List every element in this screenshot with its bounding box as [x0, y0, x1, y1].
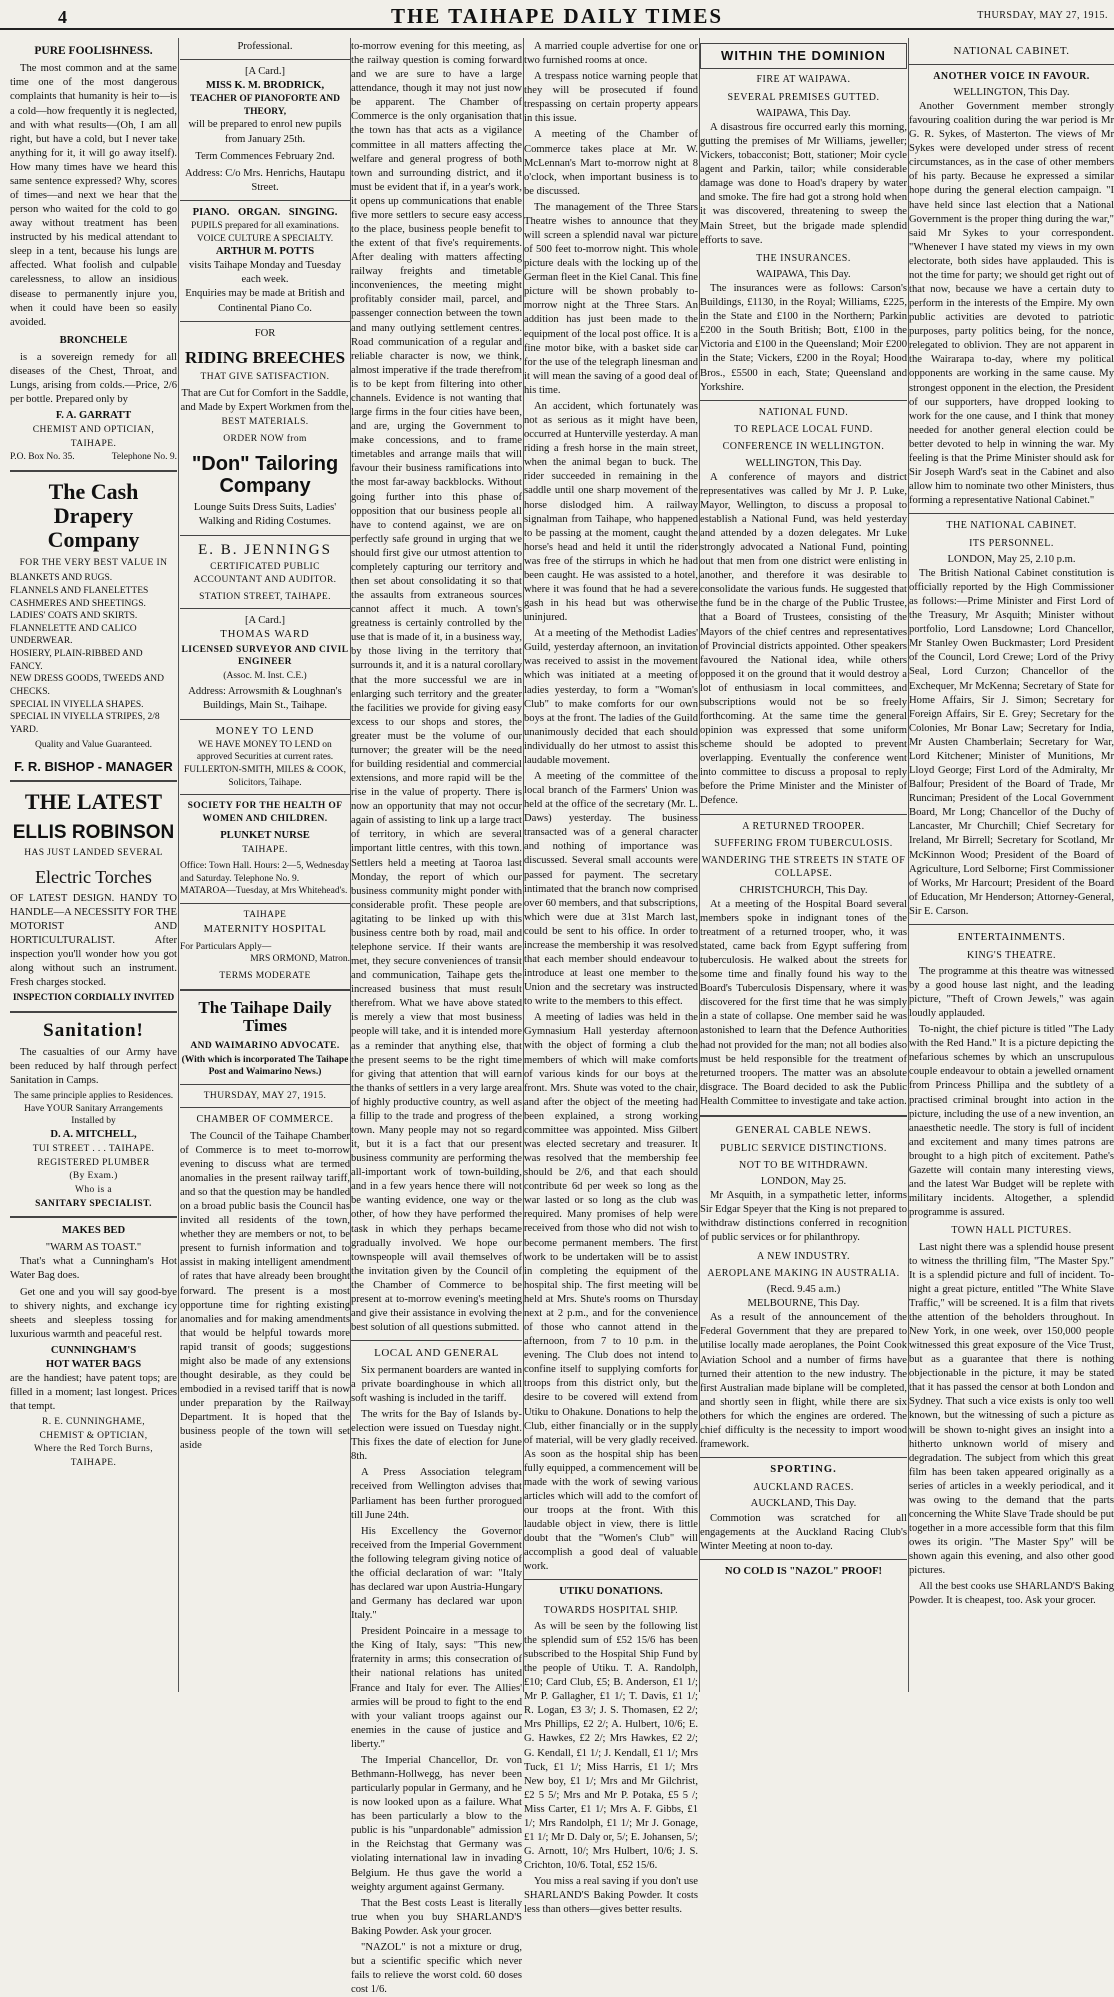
brodrick-term: Term Commences February 2nd.	[195, 150, 335, 162]
column-4	[524, 40, 698, 1916]
news-item: The Imperial Chancellor, Dr. von Bethmann-Hollwegg, has never been particularly popular in Germany, and he is now looked upon as a failure. What has been particularly a blow to the public is his "unpardonable" admission in the Reichstag that Germany was violating international law in invading Belgium. He thus gave the world a weighty argument against Germany.	[351, 1754, 522, 1893]
list-item: SPECIAL IN VIYELLA SHAPES.	[10, 699, 144, 710]
divider	[700, 814, 907, 815]
ad-bed-body: That's what a Cunningham's Hot Water Bag does.	[10, 1256, 177, 1282]
ad-bronchele-product: BRONCHELE	[59, 334, 128, 346]
divider	[909, 924, 1114, 925]
ad-garratt-role: CHEMIST AND OPTICIAN,	[32, 425, 155, 436]
money-body: WE HAVE MONEY TO LEND on approved Securities at current rates.	[196, 739, 334, 763]
ad-cunningham-seller: R. E. CUNNINGHAME,	[42, 1417, 145, 1428]
national-cabinet-sub: ANOTHER VOICE IN FAVOUR.	[933, 70, 1090, 82]
ad-mitchell-exam: (By Exam.)	[69, 1171, 118, 1182]
music-voice: VOICE CULTURE A SPECIALTY.	[196, 233, 334, 244]
ad-cunningham-role: CHEMIST & OPTICIAN,	[39, 1430, 148, 1441]
divider	[351, 1340, 522, 1341]
cable-news-body: Mr Asquith, in a sympathetic letter, informs Sir Edgar Speyer that the King is not prepared to withdraw distinctions conferred in recognition of public services or for philanthropy.	[700, 1190, 907, 1244]
divider	[700, 1115, 907, 1117]
news-item: "NAZOL" is not a mixture or drug, but a scientific specific which never fails to relieve the worst cold. 60 doses cost 1/6.	[351, 1941, 522, 1996]
card-label: [A Card.]	[244, 66, 285, 78]
ad-bed-body: Get one and you will say good-bye to shivery nights, and exchange icy sheets and sleepless tossing for luxurious warmth and peaceful rest.	[10, 1286, 177, 1340]
ad-sanitation-body: The casualties of our Army have been reduced by half through perfect Sanitation in Camps.	[10, 1046, 177, 1087]
ad-torches-product: Electric Torches	[35, 867, 152, 888]
utiku-body: As will be seen by the following list the splendid sum of £52 15/6 has been subscribed to the Hospital Ship Fund by the people of Utiku. T. A. Randolph, £10; Card Club, £5; B. Anderson, £1 1/; Mr P. Gallagher, £1 1/; T. Davis, £1 1/; R. Logan, £3 3/; J. S. Thomasen, £2 2/; Mrs Phillips, £2 2/; A. Hulbert, 10/6; E. G. Hawkes, £2 2/; Mrs Hawkes, £2 2/; G. Kendall, £1 1/; J. Kendall, £1 1/; Mrs Tuck, £1 1/; Miss Harris, £1 1/; Mrs New boy, £1 1/; Mrs and Mr Gilchrist, £2 5 5/; Mrs and Mr P. Potaka, £5 5 /; Miss Carter, £1 1/; Mrs A. F. Gibbs, £1 1/; Mrs Randolph, £1 1/; Mr J. Gonage, £1 1/; Mr D. Daly or, 5/; E. Johansen, 5/; G. Arnott, 10/; Mrs Hulbert, 10/6; J. S. Crichton, 10/6. Total, £52 15/6.	[524, 1620, 698, 1872]
industry-body: As a result of the announcement of the Federal Government that they are prepared to utilise locally made aeroplanes, the Point Cook Aviation School and a number of firms have turned their attention to the new industry. The first Australian made biplane will be completed, and shortly seen in flight, while there are six others for which the engines are ordered. The chief difficulty is the necessity to import wood framework.	[700, 1312, 907, 1451]
maternity-terms: TERMS MODERATE	[219, 970, 311, 981]
ad-latest-title: THE LATEST	[24, 789, 163, 815]
utiku-heading: UTIKU DONATIONS.	[559, 1586, 663, 1598]
divider	[524, 1579, 698, 1580]
ad-garratt-contact	[10, 451, 177, 464]
news-item: That the Best costs Least is literally true when you buy SHARLAND'S Baking Powder. Ask your grocer.	[351, 1897, 522, 1937]
jennings-title: CERTIFICATED PUBLIC ACCOUNTANT AND AUDITOR.	[193, 562, 337, 586]
cabinet-personnel-sub: ITS PERSONNEL.	[969, 537, 1054, 549]
cable-news-sub: NOT TO BE WITHDRAWN.	[738, 1159, 868, 1171]
list-item: NEW DRESS GOODS, TWEEDS AND CHECKS.	[10, 674, 165, 697]
news-item: At a meeting of the Methodist Ladies' Guild, yesterday afternoon, an invitation was received to assist in the movement which was initiated at a meeting of ladies yesterday, to form a "Woman's Club" to make comforts for our own boys at the front. The ladies of the Guild unanimously decided that each should individually do her utmost to assist this laudable movement.	[524, 628, 698, 766]
breeches-order: ORDER NOW from	[223, 433, 307, 444]
paper-title: The Taihape Daily Times	[198, 997, 332, 1036]
divider	[909, 513, 1114, 514]
card-label: [A Card.]	[244, 615, 285, 627]
paper-sub: AND WAIMARINO ADVOCATE.	[190, 1040, 340, 1051]
sporting-heading: SPORTING.	[770, 1464, 837, 1476]
theatre-body: The programme at this theatre was witnessed by a good house last night, and the leading picture, "Theft of Crown Jewels," was again loudly applauded.	[909, 965, 1114, 1020]
news-item: A trespass notice warning people that they will be prosecuted if found trespassing on certain property appears in this issue.	[524, 71, 698, 125]
issue-date: THURSDAY, MAY 27, 1915.	[977, 10, 1108, 21]
divider	[180, 903, 350, 904]
professional-heading: Professional.	[237, 41, 293, 52]
masthead	[0, 0, 1114, 30]
plunket-town: TAIHAPE.	[242, 845, 288, 856]
ad-cash-drapery-quality: Quality and Value Guaranteed.	[35, 740, 152, 751]
sporting-sub: AUCKLAND RACES.	[753, 1482, 854, 1494]
cable-news-sub: PUBLIC SERVICE DISTINCTIONS.	[720, 1142, 887, 1154]
ad-cunningham-name: CUNNINGHAM'S	[50, 1344, 137, 1356]
potts-name: ARTHUR M. POTTS	[215, 246, 315, 258]
divider	[909, 64, 1114, 65]
ad-cunningham-product: HOT WATER BAGS	[45, 1358, 142, 1370]
sporting-body: Commotion was scratched for all engagements at the Auckland Racing Club's Winter Meeting at noon to-day.	[700, 1512, 907, 1552]
list-item: HOSIERY, PLAIN-RIBBED AND FANCY.	[10, 649, 143, 672]
divider	[180, 1107, 350, 1108]
utiku-sub: TOWARDS HOSPITAL SHIP.	[543, 1604, 679, 1616]
divider	[180, 200, 350, 201]
telephone: Telephone No. 9.	[111, 452, 177, 463]
plunket-society: SOCIETY FOR THE HEALTH OF WOMEN AND CHILDREN.	[187, 801, 343, 824]
news-item: A married couple advertise for one or two furnished rooms at once.	[524, 41, 698, 67]
divider	[10, 1011, 177, 1013]
national-fund-heading: NATIONAL FUND.	[758, 406, 849, 418]
divider	[180, 719, 350, 720]
divider	[180, 989, 350, 991]
divider	[180, 535, 350, 536]
ad-garratt-town: TAIHAPE.	[70, 438, 117, 449]
ad-mitchell-name: D. A. MITCHELL,	[50, 1129, 137, 1141]
ad-ellis-robinson-line: HAS JUST LANDED SEVERAL	[24, 848, 163, 859]
divider	[10, 780, 177, 782]
commerce-heading: CHAMBER OF COMMERCE.	[196, 1114, 334, 1126]
sporting-dateline: AUCKLAND, This Day.	[750, 1498, 857, 1510]
industry-heading: A NEW INDUSTRY.	[757, 1250, 850, 1262]
ad-mitchell-reg: REGISTERED PLUMBER	[37, 1157, 150, 1168]
money-role: Solicitors, Taihape.	[228, 777, 302, 788]
maternity-town: TAIHAPE	[243, 909, 287, 920]
news-item: The writs for the Bay of Islands by-election were issued on Tuesday night. This fixes the date of election for June 8th.	[351, 1409, 522, 1463]
column-6	[909, 40, 1114, 1690]
breeches-for: FOR	[254, 327, 276, 339]
divider	[700, 400, 907, 401]
trooper-dateline: CHRISTCHURCH, This Day.	[739, 884, 868, 896]
paper-incorp: (With which is incorporated The Taihape Post and Waimarino News.)	[181, 1054, 349, 1078]
ad-sanitation-principle: The same principle applies to Residences.	[13, 1091, 174, 1102]
divider	[700, 1559, 907, 1560]
ad-cash-drapery-manager: F. R. BISHOP - MANAGER	[14, 759, 173, 775]
plunket-office: Office: Town Hall. Hours: 2—5, Wednesday and Saturday. Telephone No. 9.	[180, 861, 350, 884]
dominion-heading-box	[700, 43, 907, 69]
news-item: The management of the Three Stars Theatre wishes to announce that they will screen a splendid naval war picture of 500 feet to-morrow night. This whole picture deals with the locking up of the German fleet in the Kiel Canal. This fine picture will be shown probably to-morrow night at the Three Stars. An addition has just been made to the equipment of the local post office. It is a fine motor bike, with a basket side car for the use of the telegraph linesman and it will mean the saving of a good deal of his time.	[524, 201, 698, 396]
ad-bed-title: MAKES BED	[61, 1225, 126, 1237]
potts-enquiries: Enquiries may be made at British and Continental Piano Co.	[185, 288, 345, 314]
industry-dateline: MELBOURNE, This Day.	[747, 1298, 860, 1310]
list-item: FLANNELETTE AND CALICO UNDERWEAR.	[10, 623, 137, 647]
editorial-body: to-morrow evening for this meeting, as the railway question is coming forward and we are sure to have a large attendance, though it may not just now be apparent. The Chamber of Commerce is the only organisation that the town has that acts as a vigilance committee in all matters affecting the welfare and general progress of both town and surrounding district, and it must be evident that if, in a year's work, it opens up communications that enable five more settlers to secure easy access to the place, business people benefit to the extent of that five's requirements. After dealing with matters affecting railway freights and timetable inconveniences, the meeting might profitably consider mail, parcel, and passenger connection between the town and many outlying settlement centres. Road communication of a regular and reliable character is now, we think, almost imperative if the trade therefrom is to be kept from filtering into other channels. Evidence is not wanting that large firms in the four cities have been, and are, urging the Government to make concessions, and to frame timetables and arrange mails that will favour their business ramifications into the most far-away backblocks. Without going further into this phase of opposition that our business people all have to contend against, we are on perfectly safe ground in urging that we should first give our utmost attention to completely capturing our territory and then set about consolidating it so that the assaults from extraneous sources cannot affect it much. A town's greatness is certainly controlled by the use that is made of it, in a business way, by those living in the territory that surrounds it, and it is a natural corollary that the more successful we are in enlarging such territory and the greater the facilities we provide for giving easy excess to our shops and stores, the greater must be the volume of our turnover; the greater will be the need for building residential and commercial extensions, and more rapid will be the rise in the value of property. There is now an opportunity that may not occur again of assisting to link up a large tract of territory, in which are several important little centres, with this town. Settlers held a meeting at Taoroa last Monday, the report of which our business community might ponder with considerable profit. These people are agitating to be linked up with this business centre both by road, mail and telephone service. If their wants are met, they secure conveniences of transit and communication, Taihape gets the increased business that must result therefrom. What we have above stated is merely a view that most business people will take, and it is intended more as a reminder that anything else, that the present seems to be the right time for giving that attention that will earn the thanks of settlers in a very large area of highly productive country, as well as a fillip to the trade and progress of the town. Many people may not so regard it, but it is a fact that our present business community are performing the all-important work of town-building, and in a few years hence there will not be wanting evidence, one way or the other, of how they have performed the task in which they perhaps became gradually involved. We hope our townspeople will avail themselves of the invitation given by the Council of the Chamber of Commerce to be present at to-morrow evening's meeting and give their assistance in evolving the best solution of all questions submitted.	[351, 41, 522, 1334]
ward-title: LICENSED SURVEYOR AND CIVIL ENGINEER	[181, 644, 349, 668]
trooper-sub: WANDERING THE STREETS IN STATE OF COLLAPSE.	[701, 855, 906, 880]
jennings-name: E. B. JENNINGS	[198, 541, 332, 558]
maternity-title: MATERNITY HOSPITAL	[203, 923, 327, 935]
ad-bed-sub: "WARM AS TOAST."	[45, 1242, 142, 1254]
ad-sanitation-installed: Have YOUR Sanitary Arrangements Installed by	[24, 1103, 163, 1127]
divider	[180, 794, 350, 795]
cable-news-dateline: LONDON, May 25.	[760, 1176, 847, 1188]
national-fund-sub: TO REPLACE LOCAL FUND.	[734, 423, 873, 435]
news-item: A Press Association telegram received from Wellington advises that Parliament has been further prorogued till June 24th.	[351, 1467, 522, 1521]
column-5	[700, 40, 907, 1690]
brodrick-name: MISS K. M. BRODRICK,	[205, 80, 325, 92]
national-cabinet-heading: NATIONAL CABINET.	[953, 45, 1070, 57]
news-item: President Poincaire in a message to the King of Italy, says: "This new fraternity in arms; this consecration of their national relations has united France and Italy for ever. The Allies' armies will be proud to fight to the end with your valiant troops against our enemies in the cause of justice and liberty."	[351, 1626, 522, 1750]
sharland-ad: All the best cooks use SHARLAND'S Baking Powder. It is cheapest, too. Ask your grocer.	[909, 1581, 1114, 1607]
divider	[10, 470, 177, 472]
column-1	[10, 40, 177, 1690]
ad-mitchell-who: Who is a	[75, 1184, 112, 1195]
newspaper-title: THE TAIHAPE DAILY TIMES	[390, 4, 724, 28]
brodrick-body: will be prepared to enrol new pupils from January 25th.	[188, 119, 342, 145]
column-rule	[178, 38, 179, 1692]
sharland-ad: You miss a real saving if you don't use SHARLAND'S Baking Powder. It costs less than others—gives better results.	[524, 1876, 698, 1916]
news-item: Six permanent boarders are wanted in a private boardinghouse in which all soft washing is included in the tariff.	[351, 1364, 522, 1404]
column-3	[351, 40, 522, 1996]
town-hall-heading: TOWN HALL PICTURES.	[951, 1225, 1072, 1237]
divider	[180, 1084, 350, 1085]
ad-sanitation-title: Sanitation!	[43, 1020, 144, 1042]
list-item: CASHMERES AND SHEETINGS.	[10, 598, 146, 609]
news-item: An accident, which fortunately was not as serious as it might have been, occurred at Hunterville yesterday. A man riding a fresh horse in the main street, when the animal began to buck. The rider succeeded in remaining in the saddle until one sharp movement of the horse dislodged him. A railway signalman from Taihape, who happened to be passing at the moment, caught the horse's head and held it until the rider was free of the stirrups in which he had been caught. He was assisted to a hotel, where it was found that he had a severe gash in his head but was otherwise uninjured.	[524, 400, 698, 624]
dominion-heading: WITHIN THE DOMINION	[721, 48, 886, 63]
money-firm: FULLERTON-SMITH, MILES & COOK,	[183, 764, 347, 775]
divider	[180, 321, 350, 322]
ad-ellis-robinson-name: ELLIS ROBINSON	[12, 821, 175, 843]
local-general-heading: LOCAL AND GENERAL	[374, 1347, 499, 1360]
don-tailoring-title: "Don" Tailoring Company	[191, 453, 339, 498]
po-box: P.O. Box No. 35.	[10, 452, 75, 463]
town-hall-body: Last night there was a splendid house present to witness the thrilling film, "The Master Spy." It is a splendid picture and full of incident. To-night a great picture, entitled "The White Slave Traffic," will be screened. It is a film that rivets the attention of the beholders throughout. In New York, in one week, over 150,000 people witnessed this great exposure of the Vice Trust, but as a guarantee that there is nothing objectionable in the picture, it may be stated that it has passed the censor at both London and Sydney. That such a vice exists is only too well known, but the witnessing of such a picture as will be shown to-night gives an insight into a hitherto unknown world of misery and degradation. The subject from which this great film has been taken appeared originally as a series of articles in a weekly periodical, and it was owing to the demand that the parts concerning the White Slave Trade should be put together in a more accessible form that this film owes its origin. "The Master Spy" will be shown again this evening, and also other good pictures.	[909, 1241, 1114, 1577]
fire-heading: FIRE AT WAIPAWA.	[756, 74, 851, 86]
ad-mitchell-spec: SANITARY SPECIALIST.	[35, 1198, 152, 1209]
trooper-sub: SUFFERING FROM TUBERCULOSIS.	[714, 837, 893, 849]
divider	[180, 608, 350, 609]
ad-cash-drapery-tag: FOR THE VERY BEST VALUE IN	[19, 557, 168, 568]
breeches-materials: BEST MATERIALS.	[221, 417, 309, 428]
insurance-dateline: WAIPAWA, This Day.	[756, 268, 851, 280]
trooper-heading: A RETURNED TROOPER.	[742, 820, 865, 832]
cabinet-personnel-heading: THE NATIONAL CABINET.	[946, 520, 1077, 532]
theatre-heading: KING'S THEATRE.	[966, 949, 1057, 961]
insurance-heading: THE INSURANCES.	[756, 252, 851, 264]
breeches-title: RIDING BREECHES	[184, 347, 346, 367]
insurance-body: The insurances were as follows: Carson's Buildings, £1130, in the Royal; Williams, £225, in the State and £100 in the Northern; Parkin £200 in the South British; Bott, £100 in the Victoria and £100 in the Queensland; Moir £200 in the State; Vickers, £200 in the Royal; Hood Bros., £5500 in each, State; Queensland and Yorkshire.	[700, 283, 907, 393]
music-pupils: PUPILS prepared for all examinations.	[190, 220, 339, 231]
ad-mitchell-street: TUI STREET . . . TAIHAPE.	[32, 1144, 155, 1155]
national-cabinet-dateline: WELLINGTON, This Day.	[953, 86, 1070, 98]
news-item: A meeting of the committee of the local branch of the Farmers' Union was held at the office of the secretary (Mr. L. Daws) yesterday. The business transacted was of a general character and nothing of importance was discussed. Several small accounts were passed for payment. The secretary intimated that the branch now comprised over 60 members, and that subscriptions, which were due at 31st March last, could be sent to his office. In order to increase the membership it was resolved that each member should endeavour to introduce at least one member to the Union and the secretary was instructed to write to the members to this effect.	[524, 770, 698, 1008]
ad-cunningham-town: TAIHAPE.	[70, 1458, 117, 1469]
cable-news-heading: GENERAL CABLE NEWS.	[735, 1123, 872, 1136]
national-fund-dateline: WELLINGTON, This Day.	[745, 457, 862, 469]
theatre-body: To-night, the chief picture is titled "The Lady with the Red Hand." It is a picture depicting the nefarious schemes by which an unscrupulous couple endeavour to obtain a jewelled ornament from Princess Phillipa and the subtlety of a practised criminal brought into action in the picture, including the use of a new invention, an anaesthetic needle. The story is full of incident and excitement and many times patrons are brought to a high pitch of excitement. Pathe's Gazette will contain many interesting views, and the latest War Budget will be replete with military incidents. Altogether, a splendid programme is assured.	[909, 1024, 1114, 1219]
maternity-apply: For Particulars Apply—	[180, 941, 272, 952]
money-title: MONEY TO LEND	[215, 725, 315, 737]
national-fund-body: A conference of mayors and district representatives was called by Mr J. P. Luke, Mayor, Wellington, to discuss a proposal to establish a National Fund, was held yesterday and attended by a dozen delegates. Mr Luke strongly advocated a National Fund, pointing out that men from one district were enlisting in another, and therefore it was desirable to consolidate the various funds. He suggested that the fund be in the charge of the Public Trustee, that a Board of Trustees, consisting of the Mayors of the chief centres and representatives of Provincial districts appointed. Other speakers favoured the National idea, while others opposed it on the ground that it would destroy a lot of enthusiasm in local committees, and subscriptions would not be so freely forthcoming. At the same time the general opinion was expressed that some uniform scheme should be adopted to prevent overlapping. Eventually the conference went into committee to discuss a proposal to reply before the Prime Minister and the Minister of Defence.	[700, 471, 907, 807]
divider	[700, 1457, 907, 1458]
plunket-mataroa: MATAROA—Tuesday, at Mrs Whitehead's.	[180, 886, 348, 897]
fire-dateline: WAIPAWA, This Day.	[756, 107, 851, 119]
ward-address: Address: Arrowsmith & Loughnan's Buildings, Main St., Taihape.	[188, 686, 342, 712]
divider	[180, 59, 350, 60]
jennings-address: STATION STREET, TAIHAPE.	[199, 591, 331, 602]
paper-date: THURSDAY, MAY 27, 1915.	[203, 1090, 327, 1101]
ad-cash-drapery-title: The Cash Drapery Company	[47, 479, 140, 553]
ad-bronchele-body: is a sovereign remedy for all diseases of the Chest, Throat, and Lungs, arising from colds.—Price, 2/6 per bottle. Prepared only by	[10, 351, 177, 406]
don-tailoring-items: Lounge Suits Dress Suits, Ladies' Walking and Riding Costumes.	[193, 502, 337, 528]
ad-cash-drapery-list	[10, 572, 177, 736]
plunket-title: PLUNKET NURSE	[220, 830, 310, 842]
industry-received: (Recd. 9.45 a.m.)	[766, 1284, 841, 1296]
ad-garratt-name: F. A. GARRATT	[55, 410, 132, 422]
divider	[10, 1216, 177, 1218]
list-item: SPECIAL IN VIYELLA STRIPES, 2/8 YARD.	[10, 712, 160, 735]
brodrick-address: Address: C/o Mrs. Henrichs, Hautapu Street.	[184, 167, 346, 193]
ad-torches-body: OF LATEST DESIGN. HANDY TO HANDLE—A NECESSITY FOR THE MOTORIST AND HORTICULTURALIST. After inspection you'll wonder how you got along without such an instrument. Fresh charges stocked.	[10, 892, 177, 989]
trooper-body: At a meeting of the Hospital Board several members spoke in indignant tones of the treatment of a returned trooper, who, it was stated, came back from Egypt suffering from tuberculosis. He walked about the streets for some time and finally found his way to the Board's Tuberculosis Dispensary, where it was discovered for the first time that he was simply in a state of collapse. One member said he was astonished to learn that the Defence Authorities had not provided for the man; not all bodies also must be held responsible for the treatment of returned troopers. The matter was an absolute disgrace. The Board decided to ask the Public Health Committee to investigate and take action.	[700, 898, 907, 1107]
ward-assoc: (Assoc. M. Inst. C.E.)	[223, 670, 307, 681]
ad-foolishness-body: The most common and at the same time one of the most dangerous complaints that humanity is heir to—is a cold—how frequently it is neglected, and with what results—(Oh, I am all right, but have a cold, but I never take anything for it, it will go away itself). How many times have we heard this same sentence expressed? Why, scores of times—and next we hear that the person who waited for the cold to go away without treatment has been instructed by his medical attendant to sleep in a tent, because his lungs are affected. What foolish and culpable carelessness, to allow an insidious disease to permanently injure you, when it could have been so easily avoided.	[10, 63, 177, 328]
national-fund-sub: CONFERENCE IN WELLINGTON.	[722, 441, 885, 453]
entertainments-heading: ENTERTAINMENTS.	[957, 930, 1066, 943]
news-item: A meeting of the Chamber of Commerce takes place at Mr. W. McLennan's Mart to-morrow night at 8 o'clock, when important business is to be discussed.	[524, 129, 698, 197]
fire-body: A disastrous fire occurred early this morning, gutting the premises of Mr Williams, jeweller; Vickers, tobacconist; Bott, stationer; Moir cycle agent and Parkin, tailor; while considerable damage was done to Hoad's drapery by water and smoke. The fire had got a strong hold when it was discovered, threatening to sweep the Main Street, but the brigade made splendid efforts to save.	[700, 121, 907, 246]
ad-torches-invite: INSPECTION CORDIALLY INVITED	[12, 993, 175, 1004]
commerce-body: The Council of the Taihape Chamber of Commerce is to meet to-morrow evening to discuss what are termed anomalies in the present railway tariff, and so that the question may be handled on a broad public basis the Council has invited all residents of the town, whether they are members or not, to be present to furnish information and to assist in making intelligent amendment of rates that have already been brought forward. The present is a most opportune time for righting existing anomalies and for making amendments that would be helpful towards more rapid transit of goods; suggestions might also be made of any extensions thought desirable, as they could be embodied in a revised tariff that is now under preparation by the Railway Department. It is hoped that the business people of the town will set aside	[180, 1130, 350, 1452]
ad-foolishness-title: PURE FOOLISHNESS.	[34, 45, 153, 57]
industry-sub: AEROPLANE MAKING IN AUSTRALIA.	[707, 1267, 900, 1279]
ad-cunningham-body: are the handiest; have patent tops; are filled in a moment; last longest. Prices that tempt.	[10, 1373, 177, 1413]
cabinet-personnel-body: The British National Cabinet constitution is officially reported by the High Commissioner as follows:—Prime Minister and First Lord of the Treasury, Mr Asquith; Minister without portfolio, Lord Lansdowne; Lord Chancellor, Mr Stanley Owen Buckmaster; Lord President of the Council, Lord Crewe; Lord of the Privy Seal, Lord Curzon; Chancellor of the Exchequer, Mr McKenna; Secretary of State for Home Affairs, Sir J. Simon; Secretary for Foreign Affairs, Sir E. Grey; Secretary for the Colonies, Mr Bonar Law; Secretary for India, Mr Austen Chamberlain; Secretary for War, Lord Kitchener; Minister of Munitions, Mr Lloyd George; First Lord of the Admiralty, Mr Balfour; President of the Board of Trade, Mr Runciman; President of the Local Government Board, Mr Long; Chancellor of the Duchy of Lancaster, Mr Churchill; Chief Secretary for Ireland, Mr Birrell; Secretary for Scotland, Mr McKinnon Wood; President of the Board of Agriculture, Lord Selborne; First Commissioner of Works, Mr Harcourt; President of the Board of Education, Mr Henderson; Attorney-General, Sir E. Carson.	[909, 567, 1114, 917]
nazol-ad: NO COLD IS "NAZOL" PROOF!	[724, 1565, 883, 1577]
national-cabinet-body: Another Government member strongly favouring coalition during the war period is Mr G. R. Sykes, of Masterton. The views of Mr Sykes were developed under stress of recent circumstances, as in the case of other members of his party. Because he expressed a similar hope during the general election campaign. "I have held since last election that a National Government is the proper thing during the war," said Mr Sykes to your correspondent. "Whenever I have stated my views in my own electorate, both sides have applauded. This is not the time for party; we should get right out of that now, because we have a certain duty to perform in the interests of the Empire. My own public activities are devoted to patriotic purposes, party politics being, for the nonce, relegated to oblivion. They are not apparent in the Wairarapa to-day, where my political opponents are working in the same cause. My strongest opponent in the election, the President of our supporters, have dropped looking to work for the one cause, and I think that money needed for another general election could be better devoted to help in winning the war. My feeling is that the Prime Minister should ask for Sir Joseph Ward's seat in the Cabinet and also allow him to nominate two other Ministers, thus forming a representative National Cabinet."	[909, 101, 1114, 507]
list-item: FLANNELS AND FLANELETTES	[10, 585, 149, 596]
breeches-body: That are Cut for Comfort in the Saddle, and Made by Expert Workmen from the	[180, 387, 350, 414]
ward-name: THOMAS WARD	[220, 629, 310, 641]
potts-visits: visits Taihape Monday and Tuesday each week.	[188, 260, 342, 286]
brodrick-title: TEACHER OF PIANOFORTE AND THEORY,	[189, 94, 340, 117]
page-number: 4	[58, 7, 67, 27]
fire-sub: SEVERAL PREMISES GUTTED.	[727, 91, 880, 103]
news-item: His Excellency the Governor received from the Imperial Government the following telegram giving notice of the official declaration of war: "Italy has declared war upon Austria-Hungary and Germany has declared war upon Italy."	[351, 1525, 522, 1622]
column-2	[180, 40, 350, 1690]
news-item: A meeting of ladies was held in the Gymnasium Hall yesterday afternoon with the object of forming a club the members of which will make comforts of various kinds for our boys at the front. Mrs. Shute was voted to the chair, and after the object of the meeting had been explained, a strong working committee was appointed. Miss Gilbert was elected secretary and treasurer. It was resolved that the membership fee should be 2/6, and that each should contribute 6d per week so long as the war lasted or so long as the club was required. Many promises of help were received from those who did not wish to become permanent members. The first work to be undertaken will be to assist in completing the equipment of the hospital ship. The first meeting will be held at Mrs. Shute's rooms on Thursday next at 2 p.m., and for the convenience of those who cannot attend in the afternoon, from 7 to 10 p.m. in the evening. The Club does not intend to confine itself to supplying comforts for troops from this district only, but the desire to be covered will extend from Utiku to Ohakune. Donations to help the Club, either financially or in the supply of material, will be very gladly received. As soon as the hospital ship has been fully equipped, a commencement will be made with the work of sewing various articles which will add to the comfort of our troops at the front. With this laudable object in view, there is little doubt that the "Women's Club" will accomplish a good deal of valuable work.	[524, 1012, 698, 1573]
ad-cunningham-where: Where the Red Torch Burns,	[33, 1444, 154, 1455]
cabinet-personnel-dateline: LONDON, May 25, 2.10 p.m.	[947, 553, 1076, 565]
list-item: LADIES' COATS AND SKIRTS.	[10, 611, 138, 622]
music-subjects: PIANO. ORGAN. SINGING.	[192, 206, 338, 218]
maternity-matron: MRS ORMOND, Matron.	[250, 954, 350, 965]
breeches-sub: THAT GIVE SATISFACTION.	[200, 372, 330, 383]
list-item: BLANKETS AND RUGS.	[10, 573, 113, 584]
